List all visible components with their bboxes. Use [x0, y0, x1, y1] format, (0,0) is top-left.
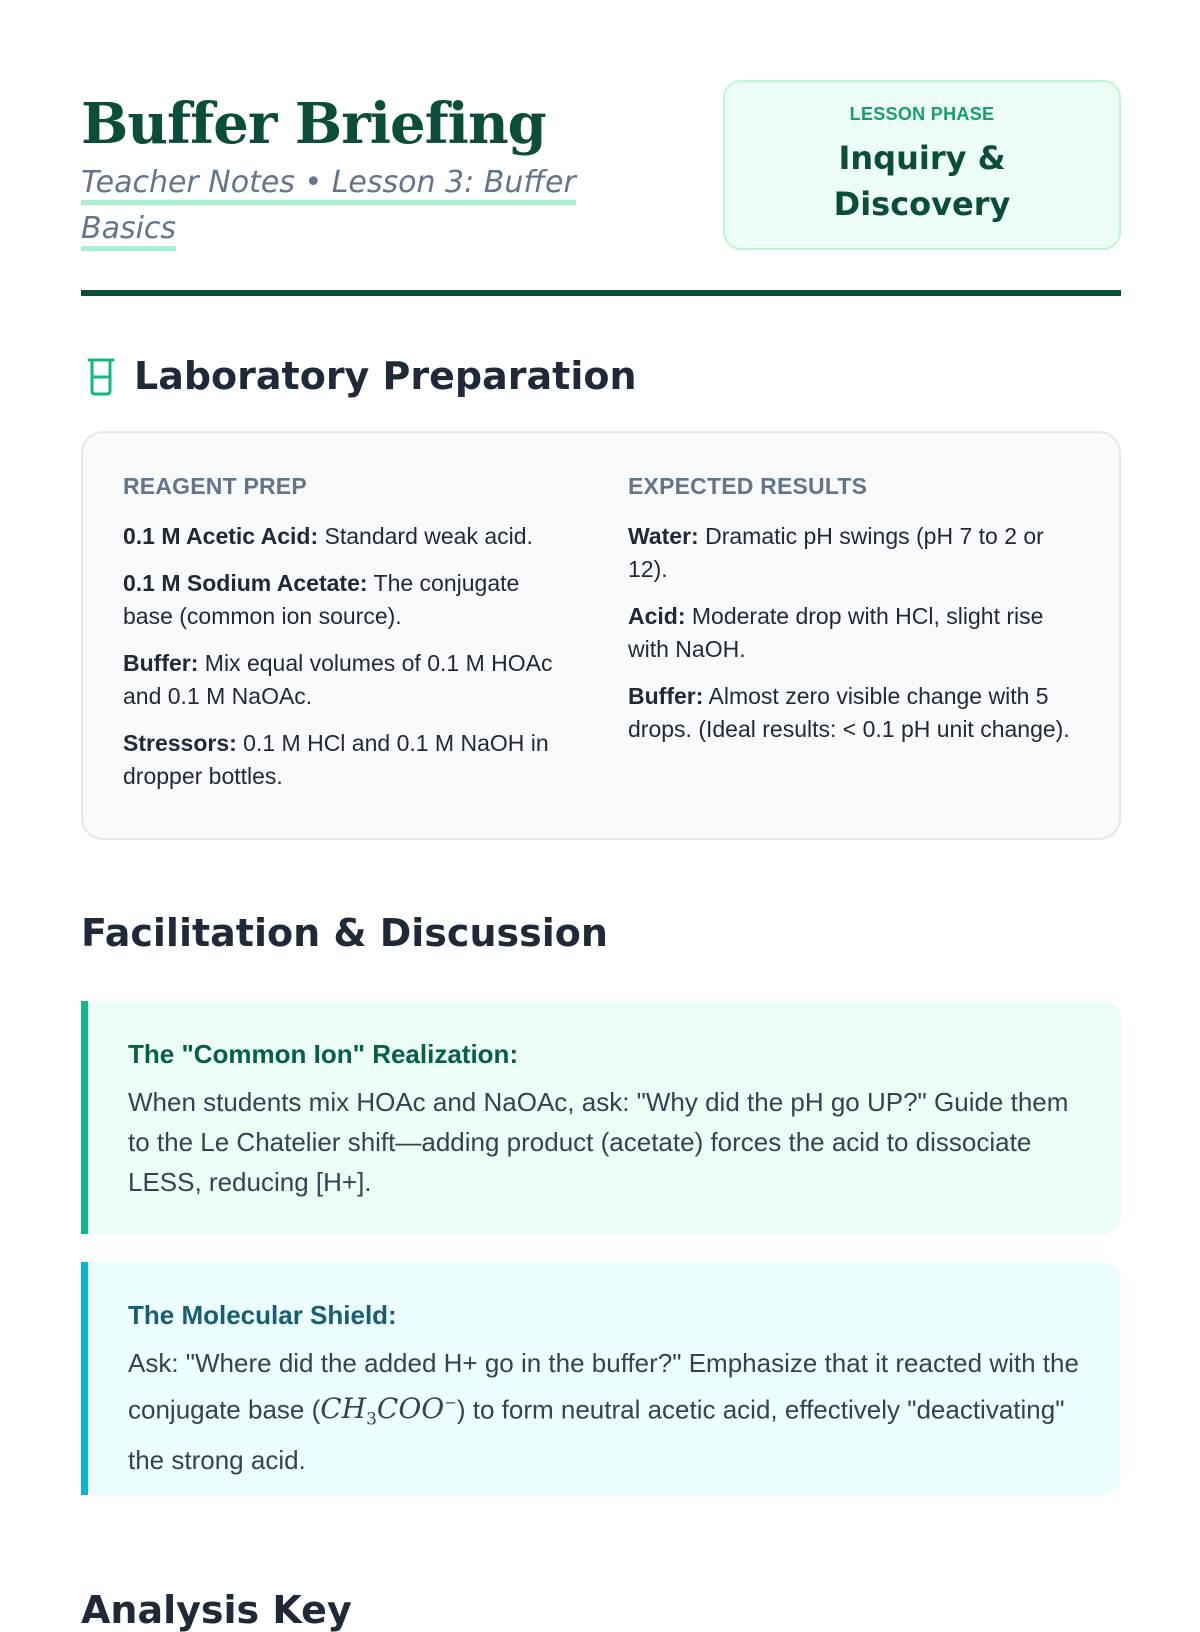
page-header [81, 80, 1121, 300]
result-text: Moderate drop with HCl, slight rise with NaOH. [628, 603, 1044, 662]
reagent-text: Standard weak acid. [318, 523, 533, 549]
facilitation-heading: Facilitation & Discussion [81, 911, 608, 955]
lesson-phase-value-line-2: Discovery [833, 185, 1011, 223]
callout-body-before: Ask: "Where did the added H+ go in the buffer?" Emphasize that it reacted with the conjugate base ( [128, 1348, 1079, 1425]
lesson-phase-value [725, 135, 1119, 227]
page-title: Buffer Briefing [81, 91, 546, 157]
reagent-text: Mix equal volumes of 0.1 M HOAc and 0.1 M NaOAc. [123, 650, 553, 709]
reagent-text: 0.1 M HCl and 0.1 M NaOH in dropper bottles. [123, 730, 549, 789]
result-text: Dramatic pH swings (pH 7 to 2 or 12). [628, 523, 1044, 582]
common-ion-callout [81, 1001, 1121, 1234]
result-item [628, 520, 1073, 586]
subtitle-line-2: Basics [81, 211, 176, 251]
lab-prep-card [81, 431, 1121, 840]
expected-results-column [628, 473, 1073, 760]
reagent-label: 0.1 M Acetic Acid: [123, 523, 319, 549]
header-divider [81, 290, 1121, 296]
formula-part: CH [320, 1392, 367, 1426]
lesson-phase-value-line-1: Inquiry & [838, 139, 1006, 177]
callout-title: The Molecular Shield: [128, 1300, 397, 1330]
beaker-icon [84, 357, 118, 397]
callout-body: When students mix HOAc and NaOAc, ask: "Why did the pH go UP?" Guide them to the Le Chatelier shift—adding product (acetate) forces the acid to dissociate LESS, reducing [H+]. [128, 1087, 1069, 1197]
result-label: Buffer: [628, 683, 704, 709]
reagent-label: 0.1 M Sodium Acetate: [123, 570, 368, 596]
result-label: Acid: [628, 603, 686, 629]
subtitle-line-1: Teacher Notes • Lesson 3: Buffer [81, 165, 576, 205]
reagent-label: Buffer: [123, 650, 199, 676]
formula-superscript: − [444, 1394, 457, 1412]
reagent-prep-column [123, 473, 568, 807]
lesson-phase-badge [723, 80, 1121, 250]
expected-results-title: EXPECTED RESULTS [628, 473, 868, 499]
reagent-item [123, 647, 568, 713]
result-label: Water: [628, 523, 699, 549]
callout-body [128, 1343, 1081, 1480]
formula-part: COO [376, 1392, 445, 1426]
lesson-phase-label: LESSON PHASE [849, 104, 995, 124]
callout-body-after: ) to form neutral acetic acid, effectively "deactivating" the strong acid. [128, 1394, 1065, 1475]
reagent-item [123, 567, 568, 633]
reagent-item [123, 727, 568, 793]
acetate-formula [320, 1392, 457, 1430]
callout-title: The "Common Ion" Realization: [128, 1039, 519, 1069]
result-item [628, 680, 1073, 746]
result-item [628, 600, 1073, 666]
formula-subscript: 3 [366, 1409, 377, 1430]
reagent-item [123, 520, 568, 553]
lab-prep-heading: Laboratory Preparation [134, 354, 637, 398]
result-text: Almost zero visible change with 5 drops. (Ideal results: < 0.1 pH unit change). [628, 683, 1070, 742]
molecular-shield-callout [81, 1262, 1121, 1495]
analysis-key-heading: Analysis Key [81, 1588, 352, 1632]
page-subtitle [81, 160, 611, 252]
reagent-text: The conjugate base (common ion source). [123, 570, 520, 629]
reagent-label: Stressors: [123, 730, 237, 756]
reagent-prep-title: REAGENT PREP [123, 473, 307, 499]
